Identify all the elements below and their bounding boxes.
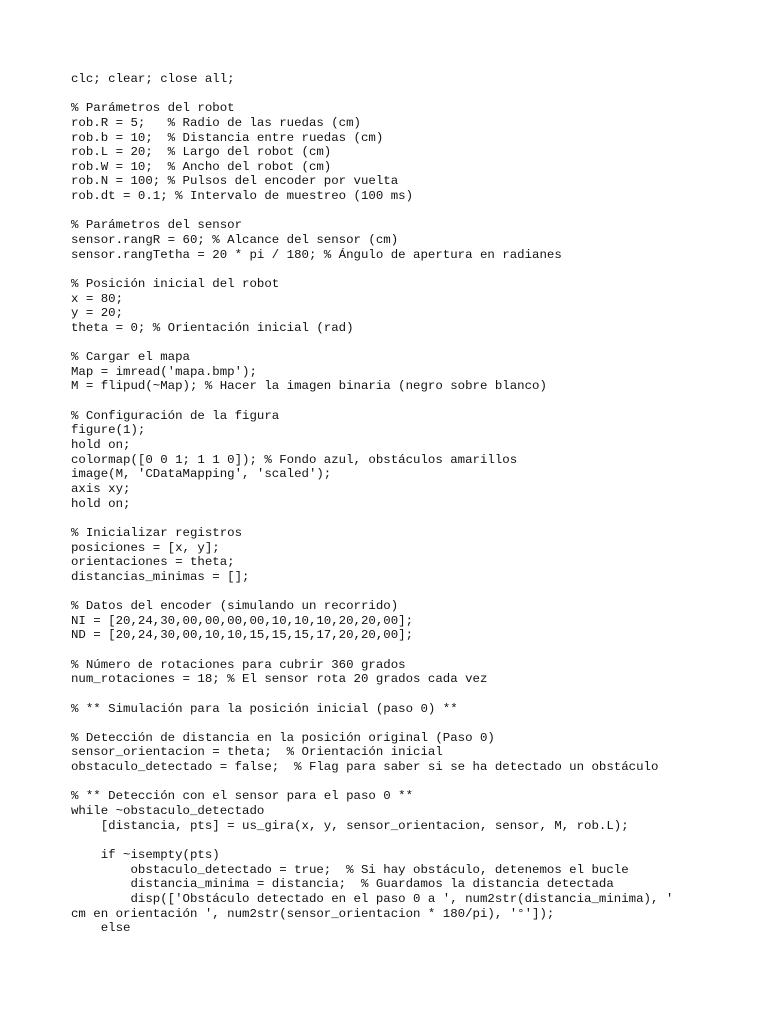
code-line: % Posición inicial del robot: [71, 276, 280, 291]
code-line: % Parámetros del sensor: [71, 218, 243, 233]
code-line: figure(1);: [71, 423, 146, 438]
code-line: % Configuración de la figura: [71, 408, 280, 423]
code-line: sensor.rangR = 60; % Alcance del sensor (cm): [71, 233, 399, 248]
code-line: % ** Detección con el sensor para el paso 0 **: [71, 789, 414, 804]
code-line: theta = 0; % Orientación inicial (rad): [71, 320, 354, 335]
code-line: Map = imread('mapa.bmp');: [71, 364, 257, 379]
code-line: % Detección de distancia en la posición original (Paso 0): [71, 730, 495, 745]
code-line: % Inicializar registros: [71, 525, 243, 540]
code-line: hold on;: [71, 438, 131, 453]
code-line: distancias_minimas = [];: [71, 569, 250, 584]
code-line: rob.b = 10; % Distancia entre ruedas (cm): [71, 130, 384, 145]
code-line: [distancia, pts] = us_gira(x, y, sensor_orientacion, sensor, M, rob.L);: [71, 818, 629, 833]
code-line: rob.N = 100; % Pulsos del encoder por vuelta: [71, 174, 399, 189]
code-listing: [71, 72, 761, 936]
blank-line: [71, 87, 761, 102]
code-line: distancia_minima = distancia; % Guardamos la distancia detectada: [71, 877, 614, 892]
code-line: hold on;: [71, 496, 131, 511]
blank-line: [71, 394, 761, 409]
code-line: rob.R = 5; % Radio de las ruedas (cm): [71, 115, 361, 130]
code-line: NI = [20,24,30,00,00,00,00,10,10,10,20,20,00];: [71, 613, 414, 628]
code-line: if ~isempty(pts): [71, 847, 220, 862]
code-line: ND = [20,24,30,00,10,10,15,15,15,17,20,20,00];: [71, 628, 414, 643]
code-line: clc; clear; close all;: [71, 72, 235, 86]
code-line: obstaculo_detectado = true; % Si hay obstáculo, detenemos el bucle: [71, 862, 629, 877]
blank-line: [71, 833, 761, 848]
code-line: % Número de rotaciones para cubrir 360 grados: [71, 657, 406, 672]
code-line: colormap([0 0 1; 1 1 0]); % Fondo azul, obstáculos amarillos: [71, 452, 518, 467]
code-line: % Cargar el mapa: [71, 350, 190, 365]
code-line: M = flipud(~Map); % Hacer la imagen binaria (negro sobre blanco): [71, 379, 547, 394]
code-line: else: [71, 921, 131, 936]
code-line: rob.L = 20; % Largo del robot (cm): [71, 145, 332, 160]
blank-line: [71, 511, 761, 526]
code-line: disp(['Obstáculo detectado en el paso 0 a ', num2str(distancia_minima), ': [71, 891, 674, 906]
code-line: y = 20;: [71, 306, 124, 321]
blank-line: [71, 204, 761, 219]
blank-line: [71, 687, 761, 702]
code-line: rob.dt = 0.1; % Intervalo de muestreo (100 ms): [71, 189, 414, 204]
code-line: sensor.rangTetha = 20 * pi / 180; % Ángulo de apertura en radianes: [71, 247, 562, 262]
code-line: % ** Simulación para la posición inicial (paso 0) **: [71, 701, 458, 716]
code-line: cm en orientación ', num2str(sensor_orientacion * 180/pi), '°']);: [71, 906, 555, 921]
code-line: x = 80;: [71, 291, 124, 306]
blank-line: [71, 716, 761, 731]
blank-line: [71, 262, 761, 277]
blank-line: [71, 336, 761, 351]
code-line: orientaciones = theta;: [71, 555, 235, 570]
blank-line: [71, 643, 761, 658]
code-line: sensor_orientacion = theta; % Orientación inicial: [71, 745, 443, 760]
code-line: while ~obstaculo_detectado: [71, 804, 265, 819]
code-line: rob.W = 10; % Ancho del robot (cm): [71, 159, 332, 174]
code-line: % Parámetros del robot: [71, 101, 235, 116]
code-line: image(M, 'CDataMapping', 'scaled');: [71, 467, 332, 482]
code-line: axis xy;: [71, 481, 131, 496]
code-line: obstaculo_detectado = false; % Flag para saber si se ha detectado un obstáculo: [71, 760, 659, 775]
blank-line: [71, 775, 761, 790]
code-line: num_rotaciones = 18; % El sensor rota 20 grados cada vez: [71, 672, 488, 687]
code-line: % Datos del encoder (simulando un recorrido): [71, 599, 399, 614]
code-line: posiciones = [x, y];: [71, 540, 220, 555]
blank-line: [71, 584, 761, 599]
